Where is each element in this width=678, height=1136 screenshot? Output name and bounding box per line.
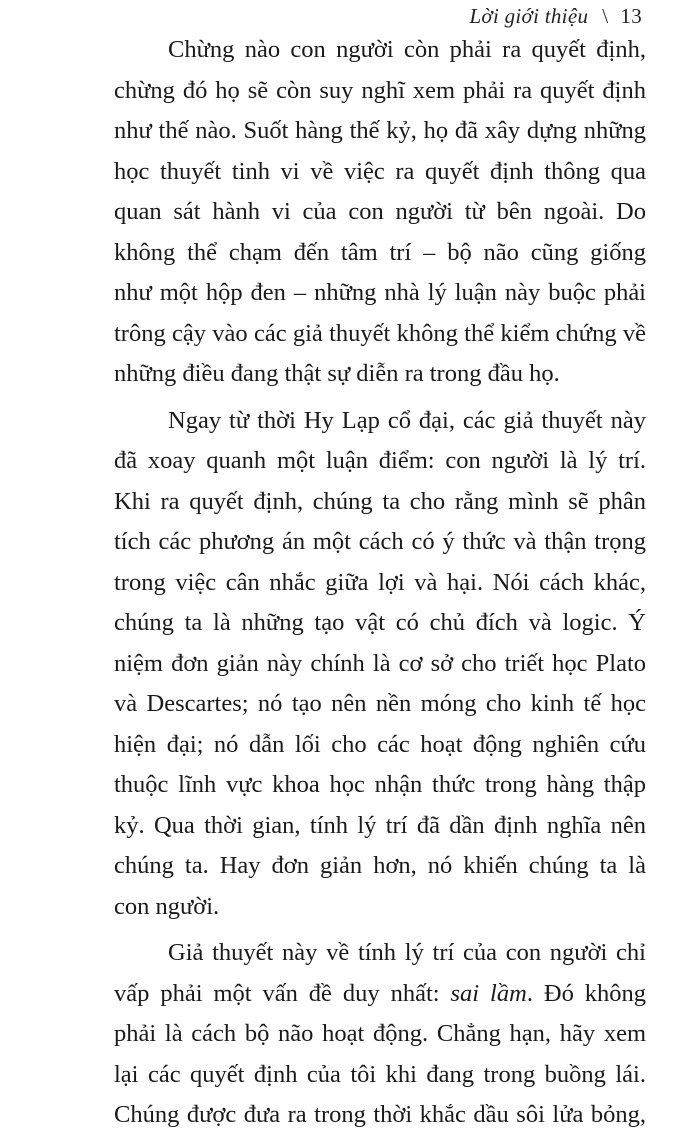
text-run: vấp phải một vấn đề duy nhất: (114, 979, 451, 1007)
text-line: trong việc cân nhắc giữa lợi và hại. Nói cách khác, (114, 568, 646, 596)
text-line: kỷ. Qua thời gian, tính lý trí đã dần định nghĩa nên (114, 811, 646, 839)
text-run: . Đó không (526, 979, 647, 1007)
text-line: chúng ta. Hay đơn giản hơn, nó khiến chúng ta là (114, 852, 646, 879)
page-body (114, 30, 646, 1136)
text-line-with-emphasis (114, 974, 646, 1015)
paragraph-2 (114, 401, 646, 928)
text-line: Chừng nào con người còn phải ra quyết định, (168, 36, 646, 63)
text-line: tích các phương án một cách có ý thức và thận trọng (114, 528, 646, 555)
text-line: niệm đơn giản này chính là cơ sở cho triết học Plato (114, 649, 646, 677)
emphasis-text: sai lầm (450, 979, 527, 1007)
text-line: lại các quyết định của tôi khi đang trong buồng lái. (114, 1060, 646, 1088)
text-line: Ngay từ thời Hy Lạp cổ đại, các giả thuyết này (168, 406, 646, 434)
text-line: phải là cách bộ não hoạt động. Chẳng hạn, hãy xem (114, 1020, 646, 1047)
paragraph-3 (114, 933, 646, 1136)
text-line: Giả thuyết này về tính lý trí của con người chỉ (168, 939, 646, 966)
text-line: hiện đại; nó dẫn lối cho các hoạt động nghiên cứu (114, 730, 646, 758)
text-line: Khi ra quyết định, chúng ta cho rằng mình sẽ phân (114, 487, 646, 515)
text-line: như một hộp đen – những nhà lý luận này buộc phải (114, 279, 646, 306)
text-line: Chúng được đưa ra trong thời khắc dầu sôi lửa bỏng, (114, 1101, 646, 1128)
text-line: thuộc lĩnh vực khoa học nhận thức trong hàng thập (114, 771, 646, 798)
text-line: con người. (114, 892, 220, 920)
header-separator: \ (602, 4, 609, 28)
text-line: đã xoay quanh một luận điểm: con người là lý trí. (114, 447, 646, 474)
text-line: không thể chạm đến tâm trí – bộ não cũng giống (114, 238, 646, 266)
text-line: chúng ta là những tạo vật có chủ đích và logic. Ý (114, 609, 646, 636)
text-line: như thế nào. Suốt hàng thế kỷ, họ đã xây dựng những (114, 117, 646, 144)
text-line: những điều đang thật sự diễn ra trong đầu họ. (114, 360, 560, 387)
text-line: quan sát hành vi của con người từ bên ngoài. Do (114, 198, 646, 225)
text-line: học thuyết tinh vi về việc ra quyết định thông qua (114, 157, 646, 185)
paragraph-1 (114, 30, 646, 395)
running-header (469, 4, 642, 29)
chapter-title: Lời giới thiệu (469, 4, 589, 28)
text-line: và Descartes; nó tạo nên nền móng cho kinh tế học (114, 690, 646, 717)
text-line: chừng đó họ sẽ còn suy nghĩ xem phải ra quyết định (114, 76, 646, 104)
page-number: 13 (620, 4, 642, 28)
text-line: trông cậy vào các giả thuyết không thể kiểm chứng về (114, 319, 646, 347)
